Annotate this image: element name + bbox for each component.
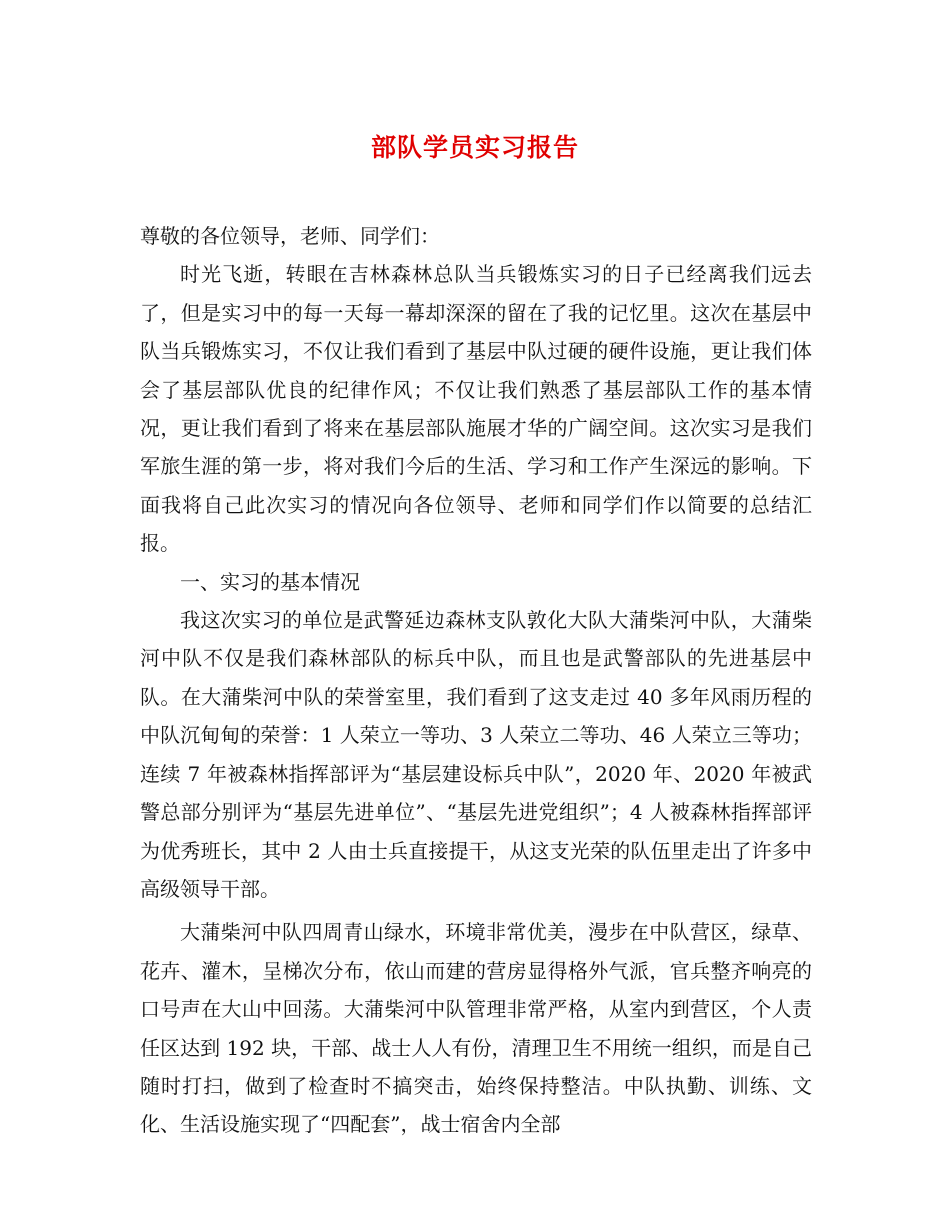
paragraph-unit-honors: 我这次实习的单位是武警延边森林支队敦化大队大蒲柴河中队，大蒲柴河中队不仅是我们森林部队的标兵中队，而且也是武警部队的先进基层中队。在大蒲柴河中队的荣誉室里，我们看到了这支走过 40 多年风雨历程的中队沉甸甸的荣誉：1 人荣立一等功、3 人荣立二等功、46 人荣立三等功；连续 7 年被森林指挥部评为“基层建设标兵中队”，2020 年、2020 年被武警总部分别评为“基层先进单位”、“基层先进党组织”；4 人被森林指挥部评为优秀班长，其中 2 人由士兵直接提干，从这支光荣的队伍里走出了许多中高级领导干部。 — [140, 608, 812, 901]
section-heading-basic-situation: 一、实习的基本情况 — [180, 569, 360, 594]
salutation: 尊敬的各位领导，老师、同学们： — [140, 224, 440, 248]
document-title: 部队学员实习报告 — [370, 133, 579, 162]
paragraph-unit-environment: 大蒲柴河中队四周青山绿水，环境非常优美，漫步在中队营区，绿草、花卉、灌木，呈梯次分布，依山而建的营房显得格外气派，官兵整齐响亮的口号声在大山中回荡。大蒲柴河中队管理非常严格，从室内到营区，个人责任区达到 192 块，干部、战士人人有份，清理卫生不用统一组织，而是自己随时打扫，做到了检查时不搞突击，始终保持整洁。中队执勤、训练、文化、生活设施实现了“四配套”，战士宿舍内全部 — [140, 920, 812, 1137]
paragraph-intro: 时光飞逝，转眼在吉林森林总队当兵锻炼实习的日子已经离我们远去了，但是实习中的每一天每一幕却深深的留在了我的记忆里。这次在基层中队当兵锻炼实习，不仅让我们看到了基层中队过硬的硬件设施，更让我们体会了基层部队优良的纪律作风；不仅让我们熟悉了基层部队工作的基本情况，更让我们看到了将来在基层部队施展才华的广阔空间。这次实习是我们军旅生涯的第一步，将对我们今后的生活、学习和工作产生深远的影响。下面我将自己此次实习的情况向各位领导、老师和同学们作以简要的总结汇报。 — [140, 262, 812, 556]
document-body — [140, 217, 812, 1144]
